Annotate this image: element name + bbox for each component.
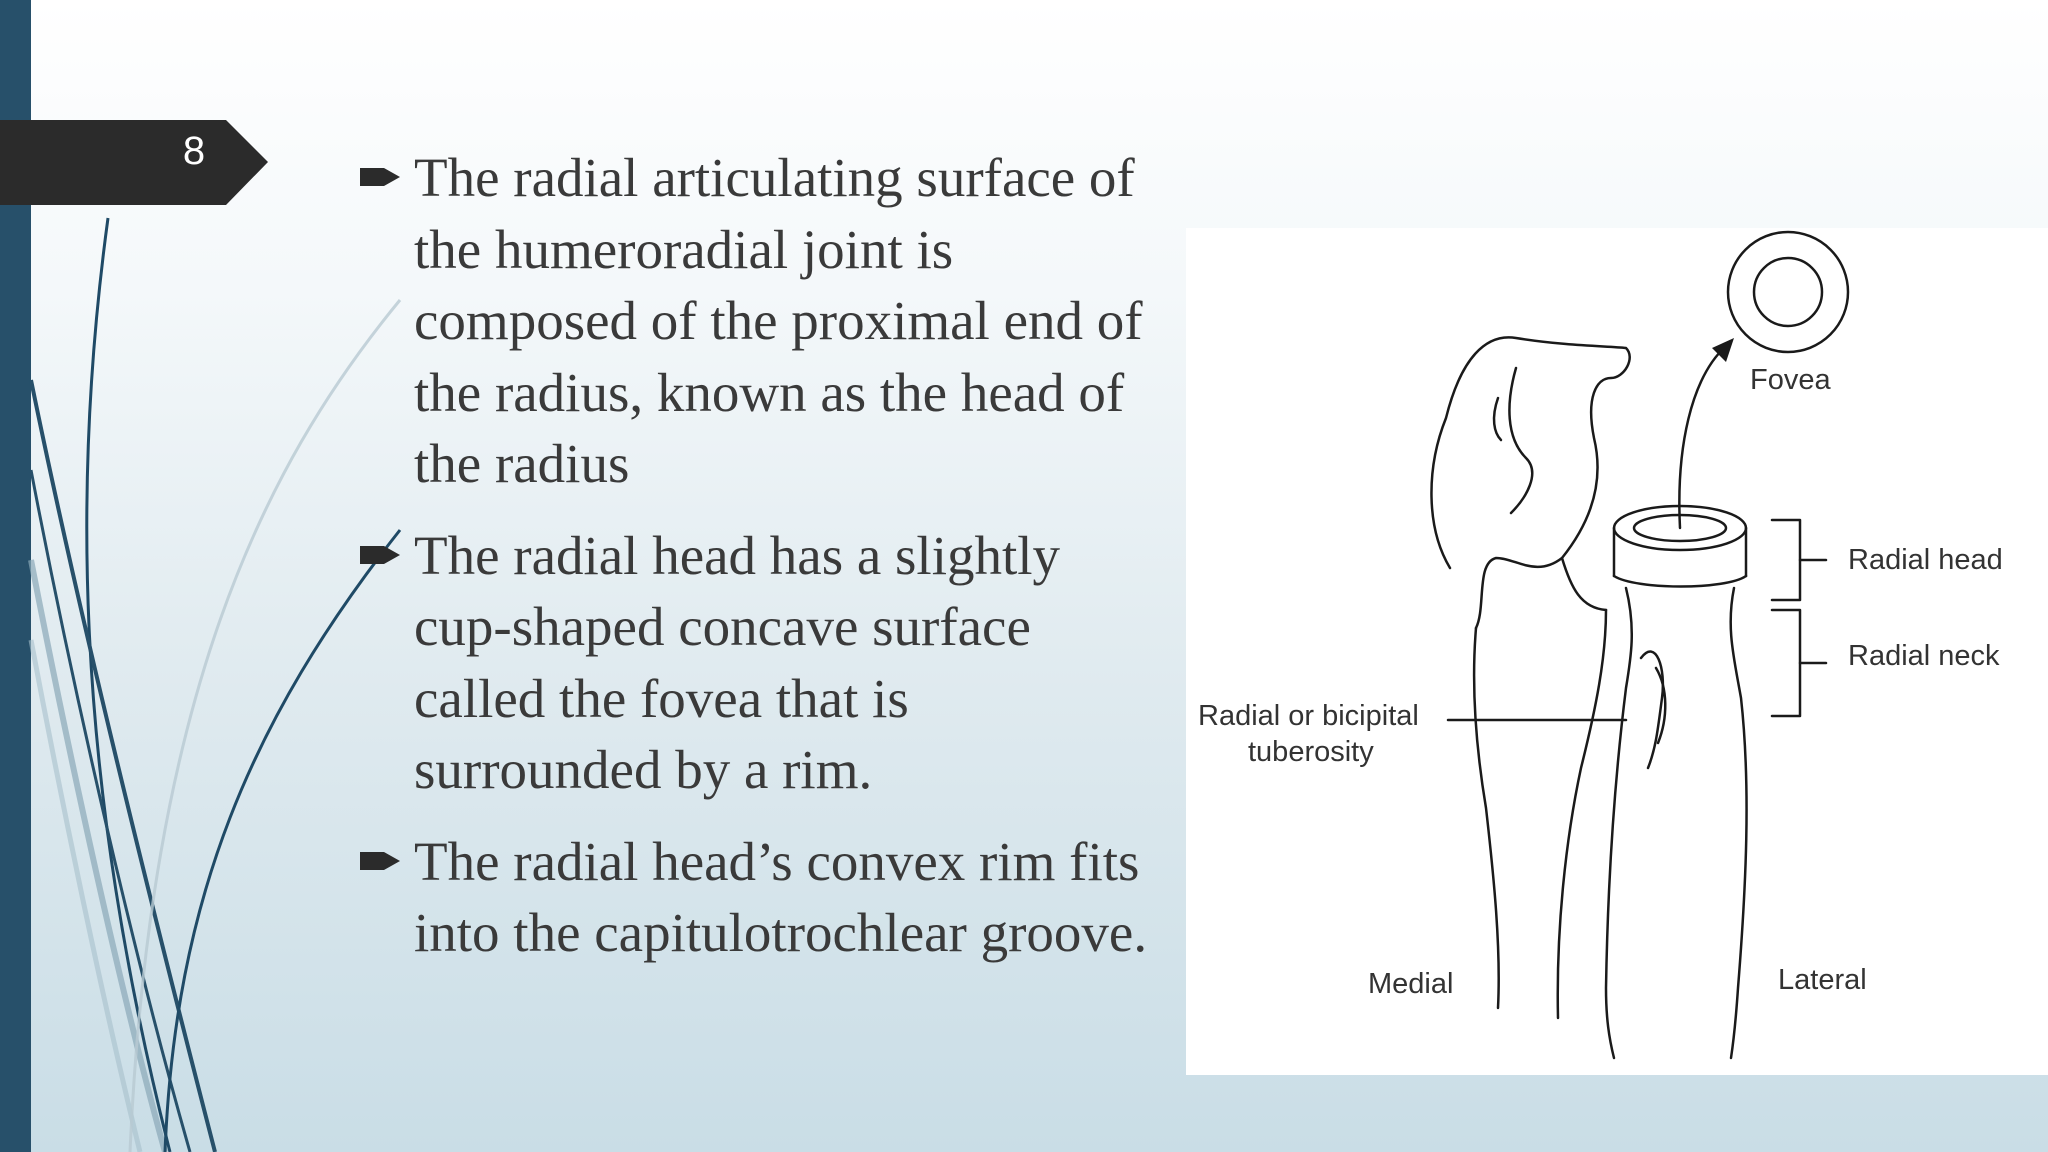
- lateral-label: Lateral: [1778, 964, 1867, 996]
- bullet-item: [356, 520, 1156, 806]
- bullet-item: [356, 142, 1156, 500]
- bullet-text: The radial articulating surface of the humeroradial joint is composed of the proximal end of the radius, known as the head of the radius: [414, 147, 1143, 494]
- bullet-text: The radial head’s convex rim fits into the capitulotrochlear groove.: [414, 830, 1148, 963]
- fovea-label: Fovea: [1750, 364, 1831, 396]
- radial-head-label: Radial head: [1848, 544, 2003, 576]
- page-number-tag: [0, 120, 268, 205]
- arrow-bullet-icon: [358, 164, 402, 190]
- arrow-bullet-icon: [358, 848, 402, 874]
- bullet-list: [356, 142, 1156, 989]
- medial-label: Medial: [1368, 968, 1454, 1000]
- arrow-bullet-icon: [358, 542, 402, 568]
- radial-neck-label: Radial neck: [1848, 640, 2000, 672]
- page-number: 8: [182, 129, 206, 173]
- tuberosity-label-line2: tuberosity: [1248, 736, 1374, 768]
- radius-ulna-figure: [1186, 228, 2048, 1075]
- bullet-item: [356, 826, 1156, 969]
- bullet-text: The radial head has a slightly cup-shaped concave surface called the fovea that is surrounded by a rim.: [414, 524, 1061, 800]
- tuberosity-label-line1: Radial or bicipital: [1198, 700, 1419, 732]
